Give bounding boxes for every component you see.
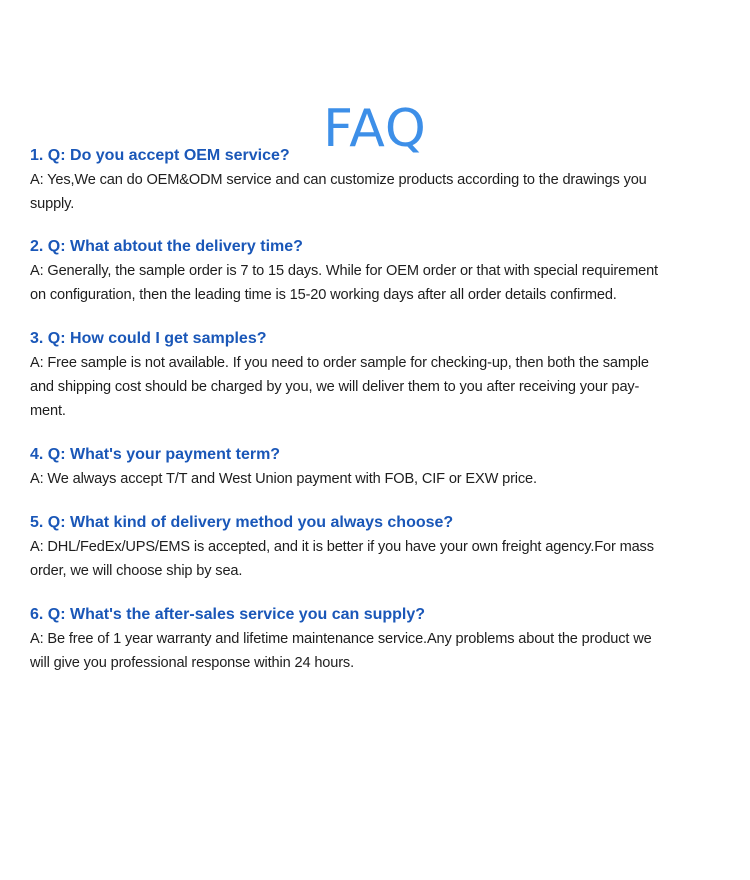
- faq-answer-line: order, we will choose ship by sea.: [30, 563, 243, 579]
- faq-answer: [30, 351, 720, 423]
- faq-item-6: [30, 604, 720, 675]
- faq-answer: [30, 535, 720, 583]
- faq-answer: [30, 467, 720, 491]
- faq-question: 1. Q: Do you accept OEM service?: [30, 147, 290, 164]
- faq-item-1: [30, 145, 720, 216]
- faq-answer-line: A: Yes,We can do OEM&ODM service and can customize products according to the drawings you: [30, 172, 647, 188]
- faq-answer-line: ment.: [30, 403, 66, 419]
- faq-answer-line: A: Generally, the sample order is 7 to 15 days. While for OEM order or that with special requirement: [30, 263, 658, 279]
- faq-item-4: [30, 444, 720, 491]
- faq-question: 2. Q: What abtout the delivery time?: [30, 238, 303, 255]
- faq-answer-line: A: Be free of 1 year warranty and lifetime maintenance service.Any problems about the product we: [30, 631, 652, 647]
- faq-question: 6. Q: What's the after-sales service you can supply?: [30, 606, 426, 623]
- faq-item-3: [30, 328, 720, 423]
- faq-answer-line: will give you professional response within 24 hours.: [30, 655, 354, 671]
- faq-answer-line: A: DHL/FedEx/UPS/EMS is accepted, and it is better if you have your own freight agency.For mass: [30, 539, 654, 555]
- page-title: FAQ: [323, 98, 427, 159]
- faq-answer-line: A: We always accept T/T and West Union payment with FOB, CIF or EXW price.: [30, 471, 537, 487]
- faq-answer-line: and shipping cost should be charged by you, we will deliver them to you after receiving your pay-: [30, 379, 640, 395]
- faq-question: 3. Q: How could I get samples?: [30, 330, 267, 347]
- faq-question: 5. Q: What kind of delivery method you always choose?: [30, 514, 454, 531]
- faq-answer: [30, 259, 720, 307]
- faq-answer-line: on configuration, then the leading time is 15-20 working days after all order details confirmed.: [30, 287, 617, 303]
- faq-item-5: [30, 512, 720, 583]
- faq-answer-line: A: Free sample is not available. If you need to order sample for checking-up, then both the sample: [30, 355, 649, 371]
- faq-answer: [30, 168, 720, 216]
- faq-item-2: [30, 236, 720, 307]
- faq-question: 4. Q: What's your payment term?: [30, 446, 281, 463]
- faq-answer-line: supply.: [30, 196, 75, 212]
- faq-answer: [30, 627, 720, 675]
